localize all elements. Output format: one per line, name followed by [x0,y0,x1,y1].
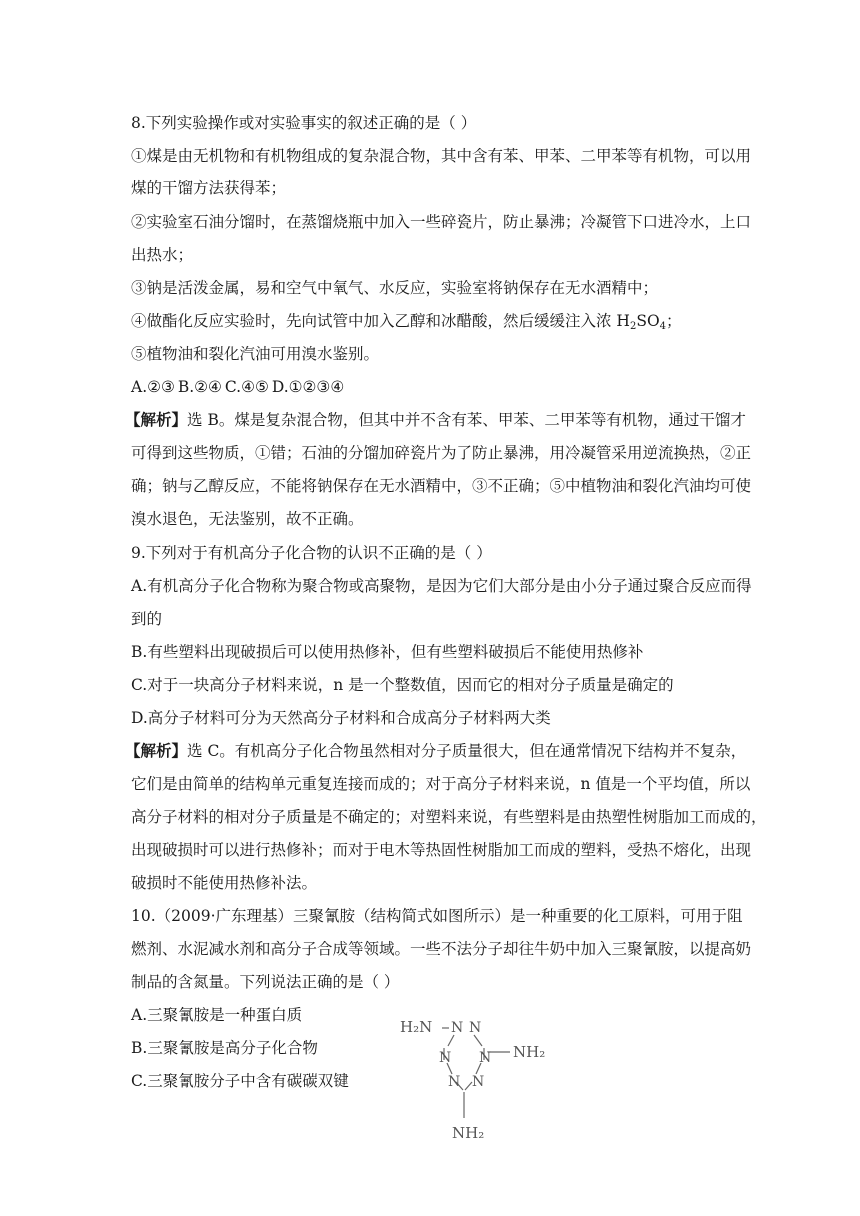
n-left: N [439,1050,452,1066]
q9-analysis-line1 [125,740,746,762]
subscript: 4 [659,321,667,332]
q8-stem: 8.下列实验操作或对实验事实的叙述正确的是（ ） [131,114,477,132]
bond [474,1035,482,1046]
n-top-left: N [451,1020,464,1036]
n-right: N [479,1050,492,1066]
analysis-tag: 【解析】 [125,410,188,429]
q8-item1-line2: 煤的干馏方法获得苯； [131,179,287,197]
q10-optC: C.三聚氰胺分子中含有碳碳双键 [131,1072,349,1090]
q9-optB: B.有些塑料出现破损后可以使用热修补，但有些塑料破损后不能使用热修补 [131,643,644,661]
n-bottom-left: N [448,1074,461,1090]
n-top-right: N [469,1020,482,1036]
q10-optA: A.三聚氰胺是一种蛋白质 [131,1006,303,1024]
q8-analysis-line3: 确；钠与乙醇反应，不能将钠保存在无水酒精中，③不正确；⑤中植物油和裂化汽油均可使 [131,477,752,495]
q8-item1-line1: ①煤是由无机物和有机物组成的复杂混合物，其中含有苯、甲苯、二甲苯等有机物，可以用 [131,147,752,165]
q8-item2-line2: 出热水； [131,246,194,264]
q8-analysis-line4: 溴水退色，无法鉴别，故不正确。 [131,510,364,528]
q8-item5: ⑤植物油和裂化汽油可用溴水鉴别。 [131,345,380,363]
subscript: 2 [629,321,637,332]
q9-analysis-line4: 出现破损时可以进行热修补；而对于电木等热固性树脂加工而成的塑料，受热不熔化，出现 [131,841,752,859]
q9-analysis-line2: 它们是由简单的结构单元重复连接而成的；对于高分子材料来说，n 值是一个平均值，所以 [131,775,751,793]
q9-optA-line1: A.有机高分子化合物称为聚合物或高聚物，是因为它们大部分是由小分子通过聚合反应而得 [131,577,752,595]
q8-item4 [131,310,682,338]
q10-stem-line1: 10.（2009·广东理基）三聚氰胺（结构简式如图所示）是一种重要的化工原料，可用于阻 [131,907,743,925]
q9-optA-line2: 到的 [131,610,163,628]
bond [448,1035,454,1046]
bond [465,1082,472,1090]
n-bottom-right: N [472,1074,485,1090]
q9-optD: D.高分子材料可分为天然高分子材料和合成高分子材料两大类 [131,709,551,727]
q10-stem-line3: 制品的含氮量。下列说法正确的是（ ） [131,973,400,991]
analysis-text: 选 B。煤是复杂混合物，但其中并不含有苯、甲苯、二甲苯等有机物，通过干馏才 [187,411,746,429]
nh2-bottom-label: NH₂ [452,1124,485,1142]
q8-item4-mid: SO [636,312,660,330]
q8-item4-end: ； [666,312,682,330]
q8-options: A.②③ B.②④ C.④⑤ D.①②③④ [131,378,345,396]
q8-item4-text: ④做酯化反应实验时，先向试管中加入乙醇和冰醋酸，然后缓缓注入浓 H [131,312,630,330]
q10-stem-line2: 燃剂、水泥减水剂和高分子合成等领域。一些不法分子却往牛奶中加入三聚氰胺，以提高奶 [131,940,752,958]
q9-analysis-line5: 破损时不能使用热修补法。 [131,874,318,892]
analysis-text: 选 C。有机高分子化合物虽然相对分子质量很大，但在通常情况下结构并不复杂， [187,742,747,760]
q8-item3: ③钠是活泼金属，易和空气中氧气、水反应，实验室将钠保存在无水酒精中； [131,279,659,297]
q9-stem: 9.下列对于有机高分子化合物的认识不正确的是（ ） [131,544,492,562]
q9-optC: C.对于一块高分子材料来说，n 是一个整数值，因而它的相对分子质量是确定的 [131,676,674,694]
nh2-right-label: NH₂ [513,1043,546,1061]
analysis-tag: 【解析】 [125,741,188,760]
q8-item2-line1: ②实验室石油分馏时，在蒸馏烧瓶中加入一些碎瓷片，防止暴沸；冷凝管下口进冷水，上口 [131,213,752,231]
q10-optB: B.三聚氰胺是高分子化合物 [131,1039,318,1057]
q8-analysis-line2: 可得到这些物质，①错；石油的分馏加碎瓷片为了防止暴沸，用冷凝管采用逆流换热，②正 [131,444,752,462]
melamine-structure-diagram [392,1010,572,1160]
ring-bonds [442,1028,510,1118]
q8-analysis-line1 [125,409,746,431]
q9-analysis-line3: 高分子材料的相对分子质量是不确定的；对塑料来说，有些塑料是由热塑性树脂加工而成的， [131,808,767,826]
h2n-label: H₂N [400,1018,433,1036]
